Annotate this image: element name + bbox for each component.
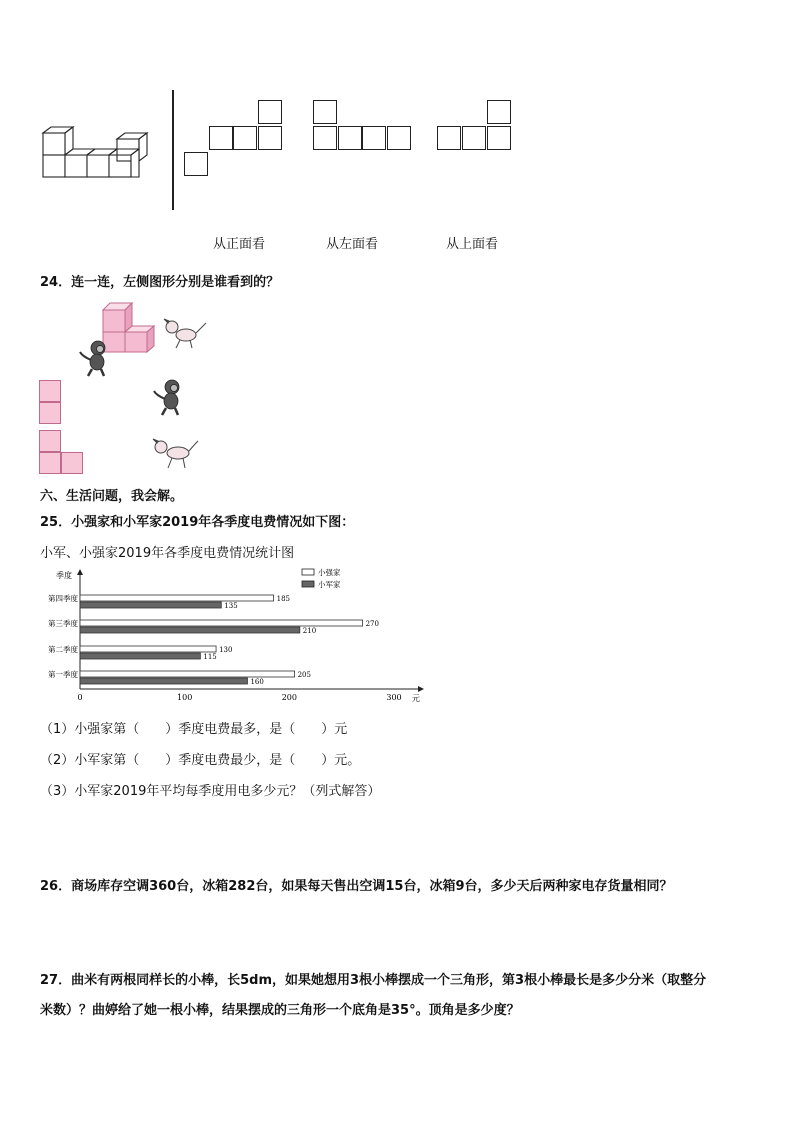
question-25-part-3: （3）小军家2019年平均每季度用电多少元？（列式解答） bbox=[40, 784, 381, 799]
x-tick-label: 0 bbox=[77, 693, 83, 702]
question-24-title: 24．连一连，左侧图形分别是谁看到的？ bbox=[40, 275, 280, 290]
section-6-title: 六、生活问题，我会解。 bbox=[40, 489, 184, 504]
bar bbox=[80, 646, 216, 652]
x-axis-label: 元 bbox=[412, 694, 420, 703]
top-view-figure bbox=[437, 100, 513, 152]
data-label: 160 bbox=[250, 678, 264, 686]
data-label: 130 bbox=[219, 646, 233, 654]
y-axis-label: 季度 bbox=[56, 571, 72, 580]
data-label: 210 bbox=[302, 627, 317, 635]
front-view-figure bbox=[184, 100, 284, 176]
question-27-line-2: 米数）？曲婷给了她一根小棒，结果摆成的三角形一个底角是35°。顶角是多少度？ bbox=[40, 1003, 520, 1018]
front-view-label: 从正面看 bbox=[213, 237, 266, 252]
pink-view-two-stacked bbox=[39, 380, 61, 424]
top-view-label: 从上面看 bbox=[446, 237, 499, 252]
x-tick-label: 200 bbox=[281, 693, 297, 702]
question-27-line-1: 27．曲米有两根同样长的小棒，长5dm，如果她想用3根小棒摆成一个三角形，第3根小棒最长是多少分米（取整分 bbox=[40, 973, 707, 988]
y-axis-arrow bbox=[77, 569, 83, 575]
legend-label: 小军家 bbox=[318, 580, 341, 589]
question-25-part-2: （2）小军家第（ ）季度电费最少，是（ ）元。 bbox=[40, 753, 361, 768]
cube-3d-figure bbox=[40, 125, 155, 180]
legend-label: 小强家 bbox=[318, 568, 341, 577]
left-view-figure bbox=[313, 100, 413, 152]
x-tick-label: 100 bbox=[177, 693, 193, 702]
category-label: 第二季度 bbox=[48, 645, 78, 654]
x-tick-label: 300 bbox=[386, 693, 402, 702]
dog-icon bbox=[160, 315, 208, 351]
bar bbox=[80, 653, 200, 659]
bar bbox=[80, 602, 221, 608]
data-label: 115 bbox=[203, 653, 217, 661]
question-25-title: 25．小强家和小军家2019年各季度电费情况如下图： bbox=[40, 515, 355, 530]
data-label: 135 bbox=[224, 602, 238, 610]
pink-view-l-shape bbox=[39, 430, 83, 474]
data-label: 185 bbox=[276, 595, 291, 603]
bar-chart bbox=[40, 563, 430, 706]
legend-swatch bbox=[302, 569, 314, 575]
category-label: 第一季度 bbox=[48, 670, 78, 679]
bar bbox=[80, 620, 363, 626]
bar bbox=[80, 678, 247, 684]
dog-icon bbox=[150, 433, 200, 471]
monkey-icon bbox=[150, 377, 190, 417]
data-label: 205 bbox=[297, 671, 311, 679]
chart-title: 小军、小强家2019年各季度电费情况统计图 bbox=[40, 546, 295, 561]
monkey-icon bbox=[76, 338, 116, 378]
x-axis-arrow bbox=[418, 686, 424, 692]
question-25-part-1: （1）小强家第（ ）季度电费最多，是（ ）元 bbox=[40, 722, 348, 737]
bar bbox=[80, 595, 274, 601]
bar bbox=[80, 627, 300, 633]
question-26: 26．商场库存空调360台，冰箱282台，如果每天售出空调15台，冰箱9台，多少天后两种家电存货量相同？ bbox=[40, 879, 673, 894]
bar bbox=[80, 671, 295, 677]
legend-swatch bbox=[302, 581, 314, 587]
divider-line bbox=[172, 90, 174, 210]
category-label: 第四季度 bbox=[48, 594, 78, 603]
category-label: 第三季度 bbox=[48, 619, 78, 628]
left-view-label: 从左面看 bbox=[326, 237, 379, 252]
data-label: 270 bbox=[365, 620, 379, 628]
